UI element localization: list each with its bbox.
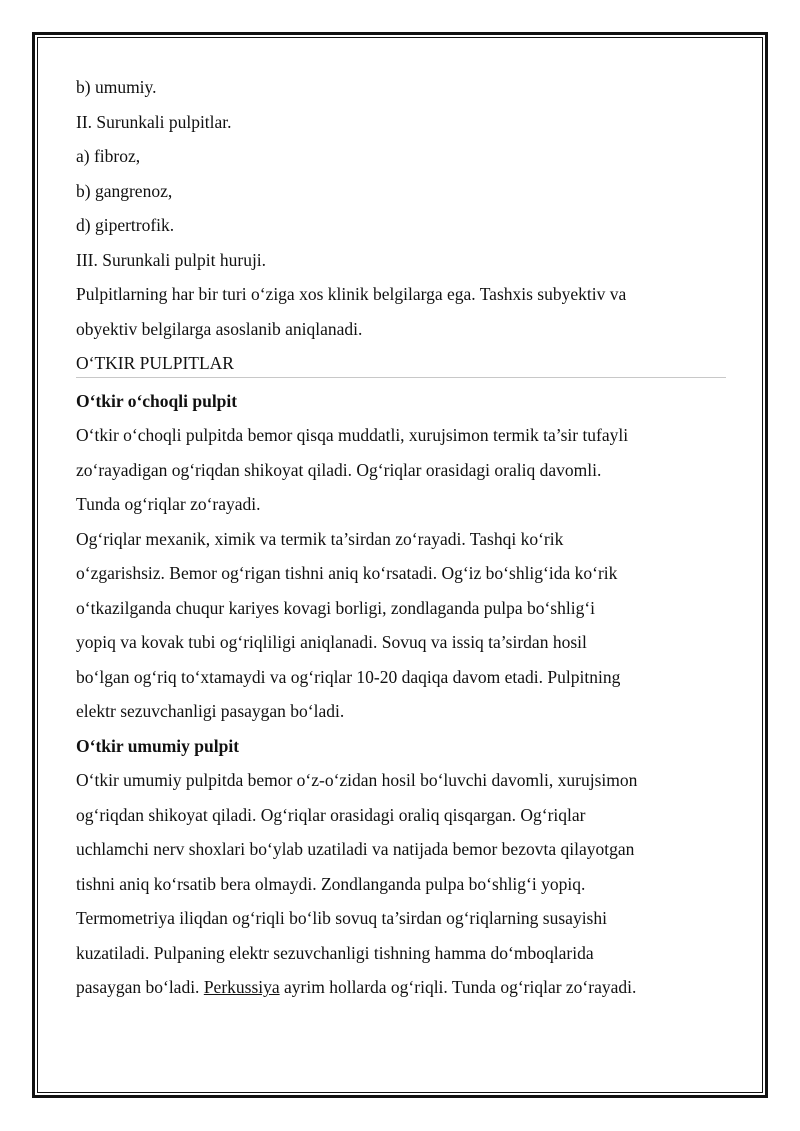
paragraph-line: uchlamchi nerv shoxlari bo‘ylab uzatiladi va natijada bemor bezovta qilayotgan: [76, 839, 635, 859]
paragraph-line: bo‘lgan og‘riq to‘xtamaydi va og‘riqlar 10-20 daqiqa davom etadi. Pulpitning: [76, 666, 621, 687]
list-item: a) fibroz,: [76, 146, 141, 166]
list-heading: III. Surunkali pulpit huruji.: [76, 249, 267, 270]
paragraph-line: obyektiv belgilarga asoslanib aniqlanadi.: [76, 318, 363, 339]
paragraph-line: o‘zgarishsiz. Bemor og‘rigan tishni aniq ko‘rsatadi. Og‘iz bo‘shlig‘ida ko‘rik: [76, 563, 618, 583]
paragraph-line: elektr sezuvchanligi pasaygan bo‘ladi.: [76, 701, 345, 721]
paragraph-line: kuzatiladi. Pulpaning elektr sezuvchanligi tishning hamma do‘mboqlarida: [76, 942, 594, 963]
paragraph-line: yopiq va kovak tubi og‘riqliligi aniqlanadi. Sovuq va issiq ta’sirdan hosil: [76, 632, 587, 652]
paragraph-line: Og‘riqlar mexanik, ximik va termik ta’sirdan zo‘rayadi. Tashqi ko‘rik: [76, 528, 564, 549]
perkussiya-link[interactable]: Perkussiya: [203, 977, 280, 997]
list-item: d) gipertrofik.: [76, 215, 175, 235]
paragraph-line: o‘tkazilganda chuqur kariyes kovagi borligi, zondlaganda pulpa bo‘shlig‘i: [76, 597, 596, 618]
paragraph-line: Termometriya iliqdan og‘riqli bo‘lib sovuq ta’sirdan og‘riqlarning susayishi: [76, 908, 607, 928]
paragraph-line: O‘tkir o‘choqli pulpitda bemor qisqa muddatli, xurujsimon termik ta’sir tufayli: [76, 425, 629, 445]
paragraph-line: [76, 970, 732, 1005]
subsection-title: O‘tkir o‘choqli pulpit: [76, 390, 238, 411]
paragraph-line: Pulpitlarning har bir turi o‘ziga xos klinik belgilarga ega. Tashxis subyektiv va: [76, 284, 627, 304]
paragraph-line: tishni aniq ko‘rsatib bera olmaydi. Zondlanganda pulpa bo‘shlig‘i yopiq.: [76, 873, 586, 894]
list-item: b) umumiy.: [76, 77, 157, 97]
paragraph-line: zo‘rayadigan og‘riqdan shikoyat qiladi. Og‘riqlar orasidagi oraliq davomli.: [76, 459, 602, 480]
paragraph-line: og‘riqdan shikoyat qiladi. Og‘riqlar orasidagi oraliq qisqargan. Og‘riqlar: [76, 804, 586, 825]
subsection-title: O‘tkir umumiy pulpit: [76, 735, 240, 756]
section-title: O‘TKIR PULPITLAR: [76, 353, 234, 373]
list-item: b) gangrenoz,: [76, 180, 173, 201]
paragraph-line: Tunda og‘riqlar zo‘rayadi.: [76, 494, 261, 514]
paragraph-line: O‘tkir umumiy pulpitda bemor o‘z-o‘zidan hosil bo‘luvchi davomli, xurujsimon: [76, 770, 638, 790]
text-span: ayrim hollarda og‘riqli. Tunda og‘riqlar zo‘rayadi.: [279, 977, 637, 997]
document-body: [76, 70, 732, 1005]
text-span: pasaygan bo‘ladi.: [76, 977, 204, 997]
list-heading: II. Surunkali pulpitlar.: [76, 111, 232, 132]
